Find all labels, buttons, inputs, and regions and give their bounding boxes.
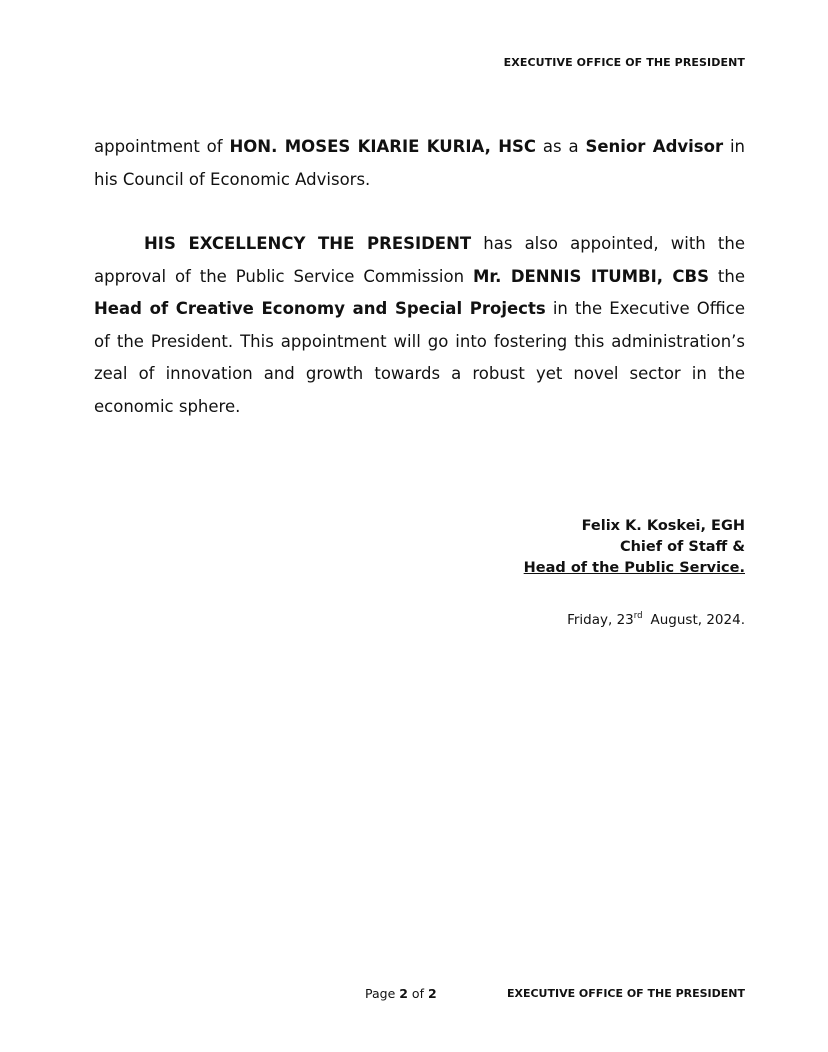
- page-header: EXECUTIVE OFFICE OF THE PRESIDENT: [503, 56, 745, 69]
- text-run: appointment of: [94, 137, 230, 156]
- page-footer: EXECUTIVE OFFICE OF THE PRESIDENT: [506, 987, 745, 1000]
- position-title: Senior Advisor: [585, 137, 724, 156]
- date-rest: August, 2024.: [650, 612, 745, 628]
- document-date: [567, 611, 745, 628]
- date-ordinal-suffix: rd: [633, 611, 643, 621]
- text-run: in his Council of Economic Advisors.: [94, 137, 746, 189]
- page-of-label: of: [407, 986, 428, 1001]
- paragraph-appointment-kuria: [94, 131, 745, 196]
- text-run: has also appointed, with the approval of the Public Service Commission: [94, 234, 745, 286]
- page-number: [365, 986, 437, 1001]
- paragraph-appointment-itumbi: [94, 228, 745, 423]
- appointee-name: HON. MOSES KIARIE KURIA, HSC: [229, 137, 537, 156]
- position-title: Head of Creative Economy and Special Projects: [94, 299, 546, 318]
- text-run: as a: [536, 137, 586, 156]
- page-label: Page: [365, 986, 400, 1001]
- text-run: in the Executive Office of the President. This appointment will go into fostering this administration’s zeal of innovation and growth towards a robust yet novel sector in the economic sphere.: [94, 299, 745, 416]
- date-day: Friday, 23: [567, 612, 634, 628]
- page-total: 2: [427, 986, 437, 1001]
- signatory-name: Felix K. Koskei, EGH: [581, 518, 745, 534]
- signatory-title: Chief of Staff &: [619, 539, 745, 555]
- signatory-title-secondary: Head of the Public Service.: [523, 560, 745, 576]
- president-title: HIS EXCELLENCY THE PRESIDENT: [144, 234, 472, 253]
- page-current: 2: [399, 986, 408, 1001]
- appointee-name: Mr. DENNIS ITUMBI, CBS: [472, 266, 709, 286]
- text-run: the: [709, 266, 745, 286]
- signature-block: [524, 516, 745, 579]
